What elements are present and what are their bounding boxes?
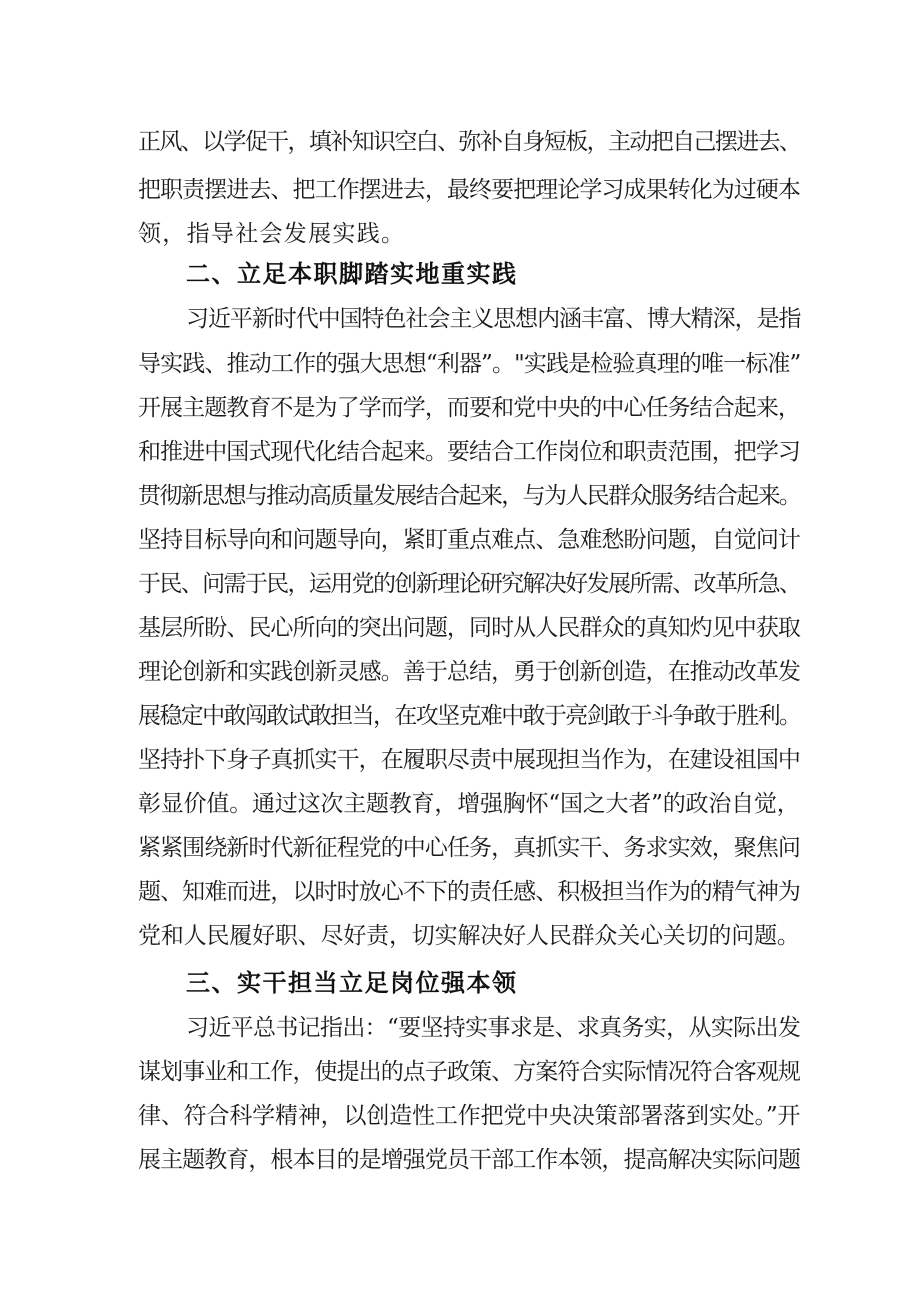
text-line: 展主题教育，根本目的是增强党员干部工作本领，提高解决实际问题	[138, 1147, 801, 1173]
text-line: 导实践、推动工作的强大思想“利器”。"实践是检验真理的唯一标准”	[138, 351, 801, 377]
text-line: 坚持扑下身子真抓实干，在履职尽责中展现担当作为，在建设祖国中	[138, 747, 801, 773]
text-line: 展稳定中敢闯敢试敢担当，在攻坚克难中敢于亮剑敢于斗争敢于胜利。	[138, 703, 801, 729]
text-line: 贯彻新思想与推动高质量发展结合起来，与为人民群众服务结合起来。	[138, 483, 801, 509]
text-line: 习近平总书记指出：“要坚持实事求是、求真务实，从实际出发	[186, 1015, 801, 1041]
text-line: 紧紧围绕新时代新征程党的中心任务，真抓实干、务求实效，聚焦问	[138, 835, 801, 861]
text-line: 和推进中国式现代化结合起来。要结合工作岗位和职责范围，把学习	[138, 439, 801, 465]
text-line: 于民、问需于民，运用党的创新理论研究解决好发展所需、改革所急、	[138, 571, 801, 597]
text-line: 把职责摆进去、把工作摆进去，最终要把理论学习成果转化为过硬本	[138, 177, 801, 203]
text-line: 领，指导社会发展实践。	[138, 221, 406, 247]
text-line: 习近平新时代中国特色社会主义思想内涵丰富、博大精深，是指	[186, 306, 801, 332]
text-line: 正风、以学促干，填补知识空白、弥补自身短板，主动把自己摆进去、	[138, 129, 801, 155]
text-line: 理论创新和实践创新灵感。善于总结，勇于创新创造，在推动改革发	[138, 659, 801, 685]
section-heading-2: 二、立足本职脚踏实地重实践	[186, 260, 518, 288]
text-line: 彰显价值。通过这次主题教育，增强胸怀“国之大者”的政治自觉，	[138, 791, 800, 817]
text-line: 开展主题教育不是为了学而学，而要和党中央的中心任务结合起来，	[138, 395, 801, 421]
text-line: 律、符合科学精神，以创造性工作把党中央决策部署落到实处。”开	[138, 1103, 801, 1129]
text-line: 党和人民履好职、尽好责，切实解决好人民群众关心关切的问题。	[138, 923, 800, 949]
text-line: 基层所盼、民心所向的突出问题，同时从人民群众的真知灼见中获取	[138, 615, 801, 641]
text-line: 题、知难而进，以时时放心不下的责任感、积极担当作为的精气神为	[138, 879, 801, 905]
section-heading-3: 三、实干担当立足岗位强本领	[186, 969, 518, 997]
text-line: 坚持目标导向和问题导向，紧盯重点难点、急难愁盼问题，自觉问计	[138, 527, 801, 553]
text-line: 谋划事业和工作，使提出的点子政策、方案符合实际情况符合客观规	[138, 1059, 801, 1085]
